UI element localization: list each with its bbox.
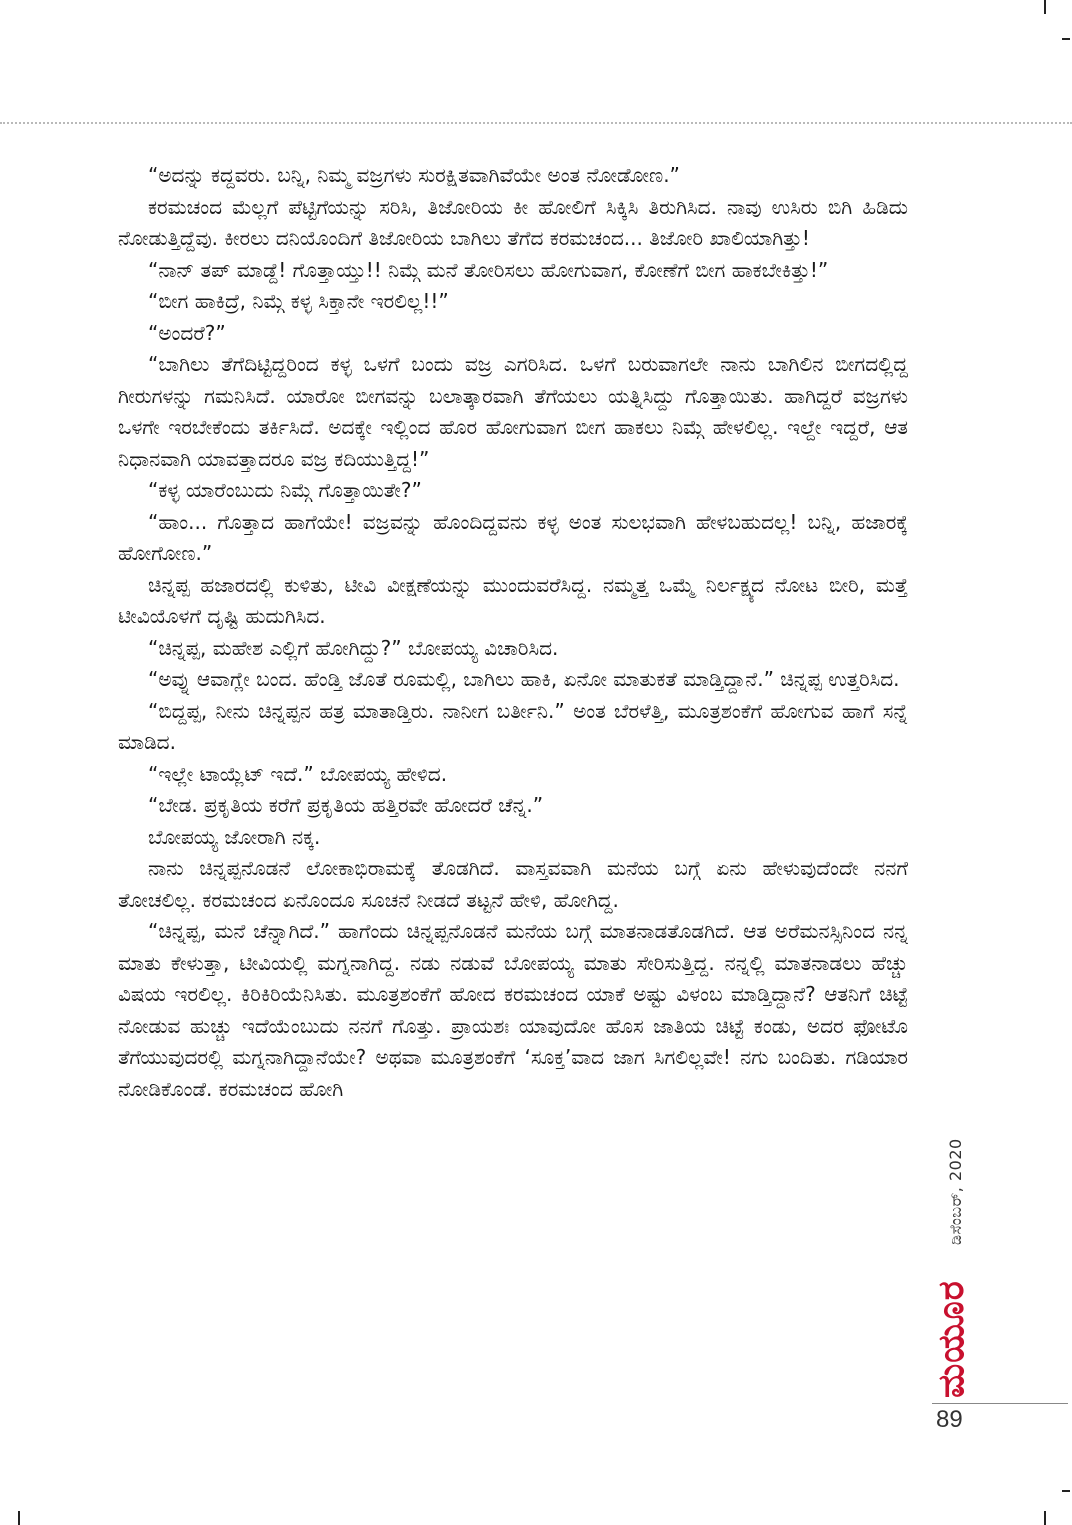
paragraph: ಚಿನ್ನಪ್ಪ ಹಜಾರದಲ್ಲಿ ಕುಳಿತು, ಟೀವಿ ವೀಕ್ಷಣೆಯನ್ನು ಮುಂದುವರೆಸಿದ್ದ. ನಮ್ಮತ್ತ ಒಮ್ಮೆ ನಿರ್ಲಕ್ಷ್ಯದ ನೋಟ ಬೀರಿ, ಮತ್ತೆ ಟೀವಿಯೊಳಗೆ ದೃಷ್ಟಿ ಹುದುಗಿಸಿದ. <box>118 572 908 628</box>
paragraph: “ಬಿದ್ದಪ್ಪ, ನೀನು ಚಿನ್ನಪ್ಪನ ಹತ್ರ ಮಾತಾಡ್ತಿರು. ನಾನೀಗ ಬರ್ತೀನಿ.” ಅಂತ ಬೆರಳೆತ್ತಿ, ಮೂತ್ರಶಂಕೆಗೆ ಹೋಗುವ ಹಾಗೆ ಸನ್ನೆ ಮಾಡಿದ. <box>118 698 908 754</box>
paragraph: “ಇಲ್ಲೇ ಟಾಯ್ಲೆಟ್ ಇದೆ.” ಬೋಪಯ್ಯ ಹೇಳಿದ. <box>148 761 448 786</box>
crop-mark-bottom-right <box>1044 1511 1046 1525</box>
issue-date: ಡಿಸೆಂಬರ್, 2020 <box>946 1138 965 1245</box>
paragraph: “ಬೇಡ. ಪ್ರಕೃತಿಯ ಕರೆಗೆ ಪ್ರಕೃತಿಯ ಹತ್ತಿರವೇ ಹೋದರೆ ಚೆನ್ನ.” <box>148 793 544 817</box>
paragraph: “ಬೀಗ ಹಾಕಿದ್ರೆ, ನಿಮ್ಗೆ ಕಳ್ಳ ಸಿಕ್ತಾನೇ ಇರಲಿಲ್ಲ!!” <box>148 289 449 313</box>
paragraph: “ಕಳ್ಳ ಯಾರೆಂಬುದು ನಿಮ್ಗೆ ಗೊತ್ತಾಯಿತೇ?” <box>148 478 422 502</box>
paragraph: “ಚಿನ್ನಪ್ಪ, ಮಹೇಶ ಎಲ್ಲಿಗೆ ಹೋಗಿದ್ದು?” ಬೋಪಯ್ಯ ವಿಚಾರಿಸಿದ. <box>148 635 559 660</box>
crop-mark-bottom-left <box>18 1511 20 1525</box>
article-body <box>118 160 908 1390</box>
paragraph: “ಹಾಂ... ಗೊತ್ತಾದ ಹಾಗೆಯೇ! ವಜ್ರವನ್ನು ಹೊಂದಿದ್ದವನು ಕಳ್ಳ ಅಂತ ಸುಲಭವಾಗಿ ಹೇಳಬಹುದಲ್ಲ! ಬನ್ನಿ, ಹಜಾರಕ್ಕೆ ಹೋಗೋಣ.” <box>118 509 908 565</box>
paragraph: “ಬಾಗಿಲು ತೆಗೆದಿಟ್ಟಿದ್ದರಿಂದ ಕಳ್ಳ ಒಳಗೆ ಬಂದು ವಜ್ರ ಎಗರಿಸಿದ. ಒಳಗೆ ಬರುವಾಗಲೇ ನಾನು ಬಾಗಿಲಿನ ಬೀಗದಲ್ಲಿದ್ದ ಗೀರುಗಳನ್ನು ಗಮನಿಸಿದೆ. ಯಾರೋ ಬೀಗವನ್ನು ಬಲಾತ್ಕಾರವಾಗಿ ತೆಗೆಯಲು ಯತ್ನಿಸಿದ್ದು ಗೊತ್ತಾಯಿತು. ಹಾಗಿದ್ದರೆ ವಜ್ರಗಳು ಒಳಗೇ ಇರಬೇಕೆಂದು ತರ್ಕಿಸಿದೆ. ಅದಕ್ಕೇ ಇಲ್ಲಿಂದ ಹೊರ ಹೋಗುವಾಗ ಬೀಗ ಹಾಕಲು ನಿಮ್ಗೆ ಹೇಳಲಿಲ್ಲ. ಇಲ್ದೇ ಇದ್ದರೆ, ಆತ ನಿಧಾನವಾಗಿ ಯಾವತ್ತಾದರೂ ವಜ್ರ ಕದಿಯುತ್ತಿದ್ದ!” <box>118 352 908 471</box>
page-number-rule <box>932 1403 1068 1404</box>
top-dotted-rule <box>0 122 1072 124</box>
paragraph: ನಾನು ಚಿನ್ನಪ್ಪನೊಡನೆ ಲೋಕಾಭಿರಾಮಕ್ಕೆ ತೊಡಗಿದೆ. ವಾಸ್ತವವಾಗಿ ಮನೆಯ ಬಗ್ಗೆ ಏನು ಹೇಳುವುದೆಂದೇ ನನಗೆ ತೋಚಲಿಲ್ಲ. ಕರಮಚಂದ ಏನೊಂದೂ ಸೂಚನೆ ನೀಡದೆ ತಟ್ಟನೆ ಹೇಳಿ, ಹೋಗಿದ್ದ. <box>118 856 908 912</box>
crop-mark-top-right <box>1044 0 1046 14</box>
paragraph: “ಅಂದರೆ?” <box>148 320 226 345</box>
paragraph: ಕರಮಚಂದ ಮೆಲ್ಲಗೆ ಪೆಟ್ಟಿಗೆಯನ್ನು ಸರಿಸಿ, ತಿಜೋರಿಯ ಕೀ ಹೋಲಿಗೆ ಸಿಕ್ಕಿಸಿ ತಿರುಗಿಸಿದ. ನಾವು ಉಸಿರು ಬಿಗಿ ಹಿಡಿದು ನೋಡುತ್ತಿದ್ದೆವು. ಕೀರಲು ದನಿಯೊಂದಿಗೆ ತಿಜೋರಿಯ ಬಾಗಿಲು ತೆಗೆದ ಕರಮಚಂದ... ತಿಜೋರಿ ಖಾಲಿಯಾಗಿತ್ತು! <box>118 194 908 250</box>
page-number: 89 <box>936 1406 963 1433</box>
crop-mark-top-right-h <box>1062 38 1070 40</box>
paragraph: “ನಾನ್ ತಪ್ ಮಾಡ್ದೆ! ಗೊತ್ತಾಯ್ತು!! ನಿಮ್ಗೆ ಮನೆ ತೋರಿಸಲು ಹೋಗುವಾಗ, ಕೋಣೆಗೆ ಬೀಗ ಹಾಕಬೇಕಿತ್ತು!” <box>148 257 829 282</box>
paragraph: “ಅವ್ನು ಆವಾಗ್ಲೇ ಬಂದ. ಹೆಂಡ್ತಿ ಜೊತೆ ರೂಮಲ್ಲಿ, ಬಾಗಿಲು ಹಾಕಿ, ಏನೋ ಮಾತುಕತೆ ಮಾಡ್ತಿದ್ದಾನೆ.” ಚಿನ್ನಪ್ಪ ಉತ್ತರಿಸಿದ. <box>148 667 900 691</box>
crop-mark-bottom-right-h <box>1062 1490 1070 1492</box>
magazine-logo: ಮಯೂರ <box>931 1280 972 1398</box>
paragraph: “ಚಿನ್ನಪ್ಪ, ಮನೆ ಚೆನ್ನಾಗಿದೆ.” ಹಾಗೆಂದು ಚಿನ್ನಪ್ಪನೊಡನೆ ಮನೆಯ ಬಗ್ಗೆ ಮಾತನಾಡತೊಡಗಿದೆ. ಆತ ಅರೆಮನಸ್ಸಿನಿಂದ ನನ್ನ ಮಾತು ಕೇಳುತ್ತಾ, ಟೀವಿಯಲ್ಲಿ ಮಗ್ನನಾಗಿದ್ದ. ನಡು ನಡುವೆ ಬೋಪಯ್ಯ ಮಾತು ಸೇರಿಸುತ್ತಿದ್ದ. ನನ್ನಲ್ಲಿ ಮಾತನಾಡಲು ಹೆಚ್ಚು ವಿಷಯ ಇರಲಿಲ್ಲ. ಕಿರಿಕಿರಿಯೆನಿಸಿತು. ಮೂತ್ರಶಂಕೆಗೆ ಹೋದ ಕರಮಚಂದ ಯಾಕೆ ಅಷ್ಟು ವಿಳಂಬ ಮಾಡ್ತಿದ್ದಾನೆ? ಆತನಿಗೆ ಚಿಟ್ಟೆ ನೋಡುವ ಹುಚ್ಚು ಇದೆಯೆಂಬುದು ನನಗೆ ಗೊತ್ತು. ಪ್ರಾಯಶಃ ಯಾವುದೋ ಹೊಸ ಜಾತಿಯ ಚಿಟ್ಟೆ ಕಂಡು, ಅದರ ಫೋಟೊ ತೆಗೆಯುವುದರಲ್ಲಿ ಮಗ್ನನಾಗಿದ್ದಾನೆಯೇ? ಅಥವಾ ಮೂತ್ರಶಂಕೆಗೆ ‘ಸೂಕ್ತ’ವಾದ ಜಾಗ ಸಿಗಲಿಲ್ಲವೇ! ನಗು ಬಂದಿತು. ಗಡಿಯಾರ ನೋಡಿಕೊಂಡೆ. ಕರಮಚಂದ ಹೋಗಿ <box>118 919 908 1101</box>
paragraph: “ಅದನ್ನು ಕದ್ದವರು. ಬನ್ನಿ, ನಿಮ್ಮ ವಜ್ರಗಳು ಸುರಕ್ಷಿತವಾಗಿವೆಯೇ ಅಂತ ನೋಡೋಣ.” <box>148 163 680 187</box>
paragraph: ಬೋಪಯ್ಯ ಜೋರಾಗಿ ನಕ್ಕ. <box>148 824 321 849</box>
